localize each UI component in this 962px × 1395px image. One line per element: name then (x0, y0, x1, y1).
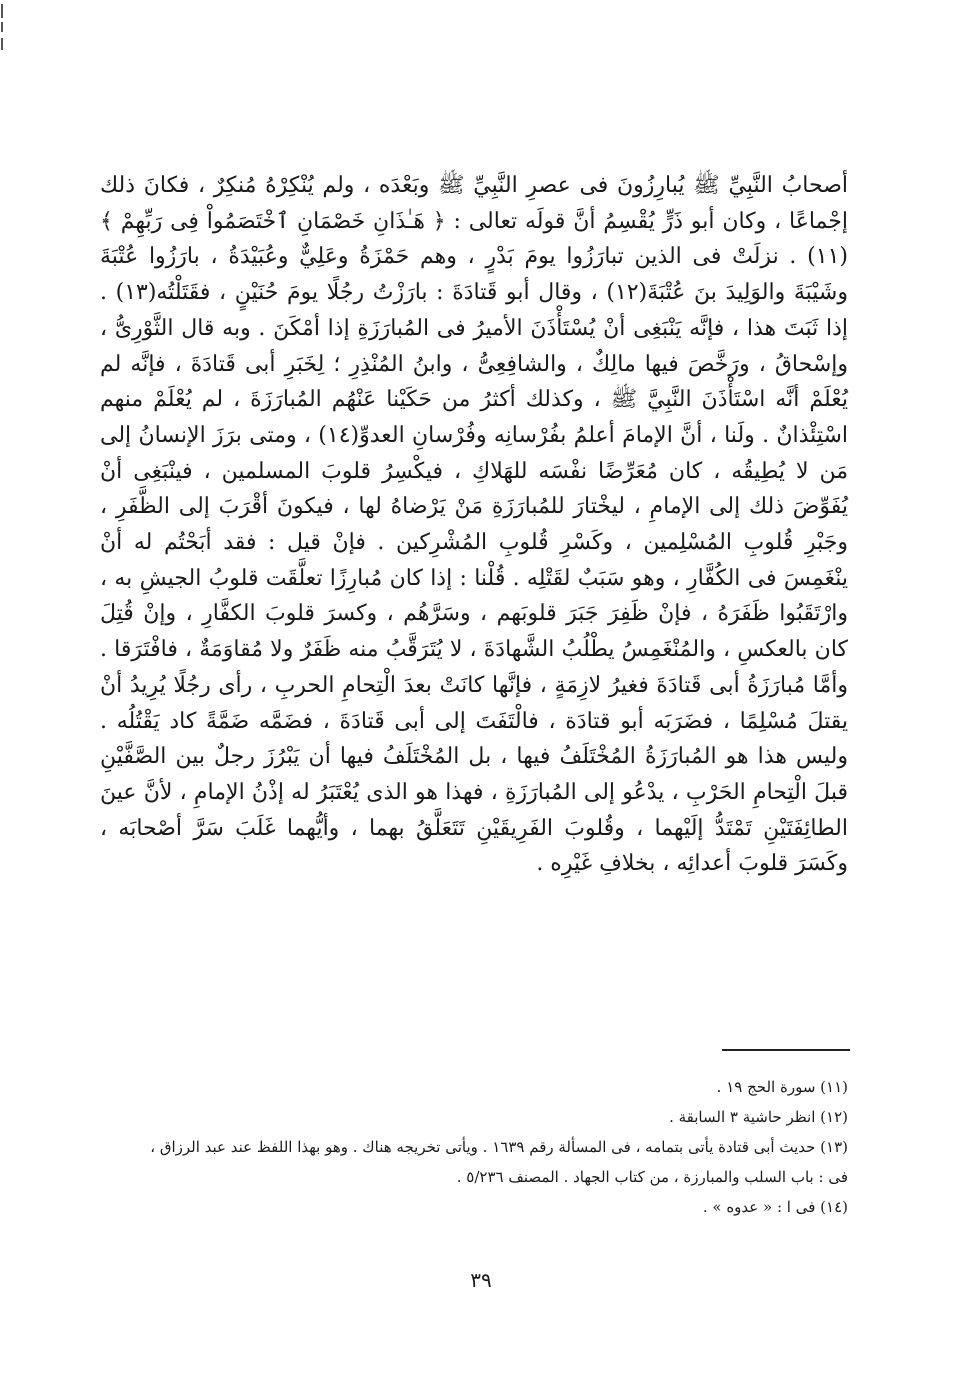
footnote-14: (١٤) فى ا : « عدوه » . (702, 1198, 848, 1216)
footnotes-list (150, 1072, 848, 1222)
footnote-11: (١١) سورة الحج ١٩ . (716, 1078, 848, 1096)
footnote-13: (١٣) حديث أبى قتادة يأتى بتمامه ، فى المسألة رقم ١٦٣٩ . ويأتى تخريجه هناك . وهو بهذا اللفظ عند عبد الرزاق ، فى : باب السلب والمبارزة ، من كتاب الجهاد . المصنف ٥/٢٣٦ . (150, 1138, 848, 1186)
footnote-12: (١٢) انظر حاشية ٣ السابقة . (669, 1108, 848, 1126)
scan-edge-marks (0, 0, 6, 60)
page-number: ٣٩ (470, 1268, 492, 1292)
footnote-separator (722, 1049, 850, 1051)
main-body-text: أصحابُ النَّبِيِّ ﷺ يُبارِزُونَ فى عصرِ النَّبِيِّ ﷺ وبَعْدَه ، ولم يُنْكِرْهُ مُنكِرٌ ، فكانَ ذلك إجْماعًا ، وكان أبو ذَرٍّ يُقْسِمُ أنَّ قولَه تعالى : ﴿ هَـٰذَانِ خَصْمَانِ ٱخْتَصَمُواْ فِى رَبِّهِمْ ﴾(١١) . نزلَتْ فى الذين تبارَزُوا يومَ بَدْرٍ ، وهم حَمْزَةُ وعَلِيٌّ وعُبَيْدَةُ ، بارَزُوا عُتْبَةَ وشَيْبَةَ والوَلِيدَ بنَ عُتْبَةَ(١٢) ، وقال أبو قَتادَةَ : بارَزْتُ رجُلًا يومَ حُنَيْنٍ ، فقَتَلْتُه(١٣) . إذا ثَبَتَ هذا ، فإنَّه يَنْبَغِى أنْ يُسْتَأْذَنَ الأميرُ فى المُبارَزَةِ إذا أمْكَنَ . وبه قال الثَّوْرِىُّ ، وإسْحاقُ ، ورَخَّصَ فيها مالِكٌ ، والشافِعِىُّ ، وابنُ المُنْذِرِ ؛ لِخَبَرِ أبى قَتادَةَ ، فإنَّه لم يُعْلَمْ أنَّه اسْتَأْذَنَ النَّبِيَّ ﷺ ، وكذلك أكثرُ من حَكَيْنا عَنْهُم المُبارَزَةَ ، لم يُعْلَمْ منهم اسْتِئْذانٌ . ولَنا ، أنَّ الإمامَ أعلمُ بفُرْسانِه وفُرْسانِ العدوِّ(١٤) ، ومتى برَزَ الإنسانُ إلى مَن لا يُطِيقُه ، كان مُعَرِّضًا نفْسَه للهَلاكِ ، فيكْسِرُ قلوبَ المسلمين ، فينْبَغِى أنْ يُفَوِّضَ ذلك إلى الإمامِ ، ليخْتارَ للمُبارَزَةِ مَنْ يَرْضاهُ لها ، فيكونَ أقْرَبَ إلى الظَّفَرِ ، وجَبْرِ قُلوبِ المُسْلِمين ، وكَسْرِ قُلوبِ المُشْرِكين . فإنْ قيل : فقد أبَحْتُم له أنْ ينْغَمِسَ فى الكُفَّارِ ، وهو سَبَبٌ لقَتْلِه . قُلْنا : إذا كان مُبارِزًا تعلَّقَت قلوبُ الجيشِ به ، وارْتَقَبُوا ظَفَرَهُ ، فإنْ ظَفِرَ جَبَرَ قلوبَهم ، وسَرَّهُم ، وكسرَ قلوبَ الكفَّارِ ، وإنْ قُتِلَ كان بالعكسِ ، والمُنْغَمِسُ يطْلُبُ الشَّهادَةَ ، لا يُتَرَقَّبُ منه ظَفَرٌ ولا مُقاوَمَةٌ ، فافْتَرَقا . وأمَّا مُبارَزَةُ أبى قَتادَةَ فغيرُ لازِمَةٍ ، فإنَّها كانَتْ بعدَ الْتِحامِ الحربِ ، رأى رجُلًا يُرِيدُ أنْ يقتلَ مُسْلِمًا ، فضَرَبَه أبو قتادَة ، فالْتَفَتَ إلى أبى قَتادَةَ ، فضَمَّه ضَمَّةً كاد يَقْتُلُه . وليس هذا هو المُبارَزَةُ المُخْتَلَفُ فيها ، بل المُخْتَلَفُ فيها أن يَبْرُزَ رجلٌ بين الصَّفَّيْنِ قبلَ الْتِحامِ الحَرْبِ ، يدْعُو إلى المُبارَزَةِ ، فهذا هو الذى يُعْتَبَرُ له إذْنُ الإمامِ ، لأنَّ عينَ الطائِفَتَيْنِ تَمْتَدُّ إلَيْهما ، وقُلوبَ الفَرِيقَيْنِ تَتَعَلَّقُ بهما ، وأيُّهما غَلَبَ سَرَّ أصْحابَه ، وكَسَرَ قلوبَ أعدائِه ، بخلافِ غَيْرِه . (100, 173, 848, 877)
